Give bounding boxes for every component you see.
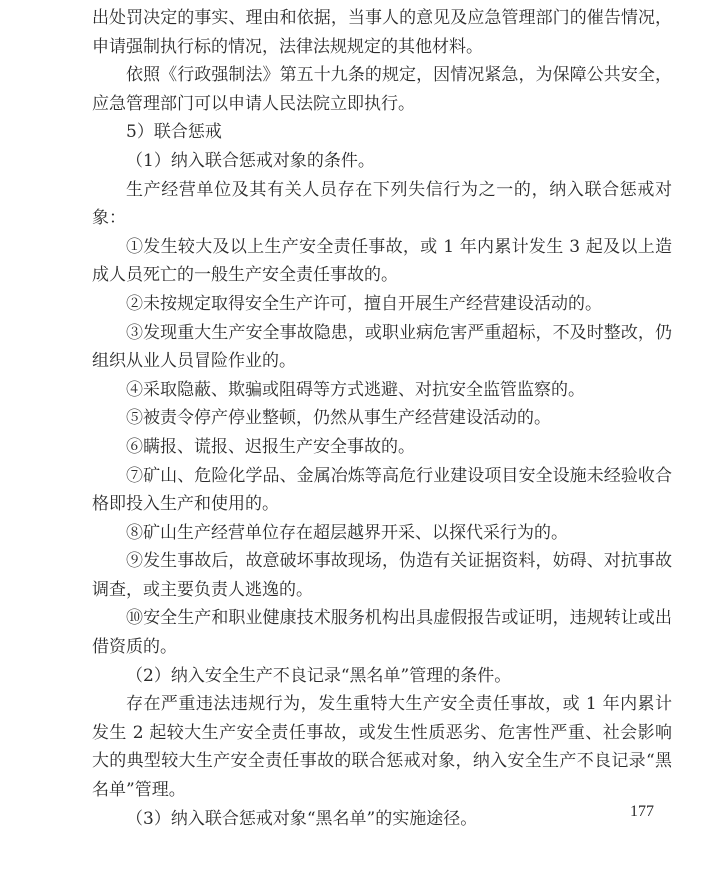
list-item: ⑧矿山生产经营单位存在超层越界开采、以探代采行为的。: [126, 522, 568, 543]
list-item: ⑥瞒报、谎报、迟报生产安全事故的。: [126, 436, 415, 457]
list-item: ⑤被责令停产停业整顿，仍然从事生产经营建设活动的。: [126, 408, 551, 429]
list-item: ⑨发生事故后，故意破坏事故现场，伪造有关证据资料，妨碍、对抗事故调查，或主要负责人逃逸的。: [92, 551, 672, 600]
body-text: [92, 4, 672, 833]
list-item: ④采取隐蔽、欺骗或阻碍等方式逃避、对抗安全监管监察的。: [126, 379, 585, 400]
subsection-heading: （2）纳入安全生产不良记录“黑名单”管理的条件。: [126, 665, 512, 686]
list-item: ⑩安全生产和职业健康技术服务机构出具虚假报告或证明，违规转让或出借资质的。: [92, 608, 672, 658]
list-item: ①发生较大及以上生产安全责任事故，或 1 年内累计发生 3 起及以上造成人员死亡的一般生产安全责任事故的。: [92, 236, 672, 286]
list-item: ③发现重大生产安全事故隐患，或职业病危害严重超标，不及时整改，仍组织从业人员冒险作业的。: [92, 322, 672, 372]
paragraph: 出处罚决定的事实、理由和依据，当事人的意见及应急管理部门的催告情况，申请强制执行标的情况，法律法规规定的其他材料。: [92, 8, 672, 57]
paragraph: 依照《行政强制法》第五十九条的规定，因情况紧急，为保障公共安全，应急管理部门可以申请人民法院立即执行。: [92, 65, 672, 114]
list-item: ②未按规定取得安全生产许可，擅自开展生产经营建设活动的。: [126, 293, 602, 314]
paragraph: 生产经营单位及其有关人员存在下列失信行为之一的，纳入联合惩戒对象：: [92, 179, 672, 229]
paragraph: 存在严重违法违规行为，发生重特大生产安全责任事故，或 1 年内累计发生 2 起较大生产安全责任事故，或发生性质恶劣、危害性严重、社会影响大的典型较大生产安全责任事故的联合惩戒对象，纳入安全生产不良记录“黑名单”管理。: [92, 694, 672, 801]
subsection-heading: （3）纳入联合惩戒对象“黑名单”的实施途径。: [126, 808, 478, 829]
section-heading: 5）联合惩戒: [126, 122, 222, 143]
list-item: ⑦矿山、危险化学品、金属冶炼等高危行业建设项目安全设施未经验收合格即投入生产和使用的。: [92, 465, 672, 515]
page-number: 177: [630, 803, 654, 820]
subsection-heading: （1）纳入联合惩戒对象的条件。: [126, 150, 375, 171]
